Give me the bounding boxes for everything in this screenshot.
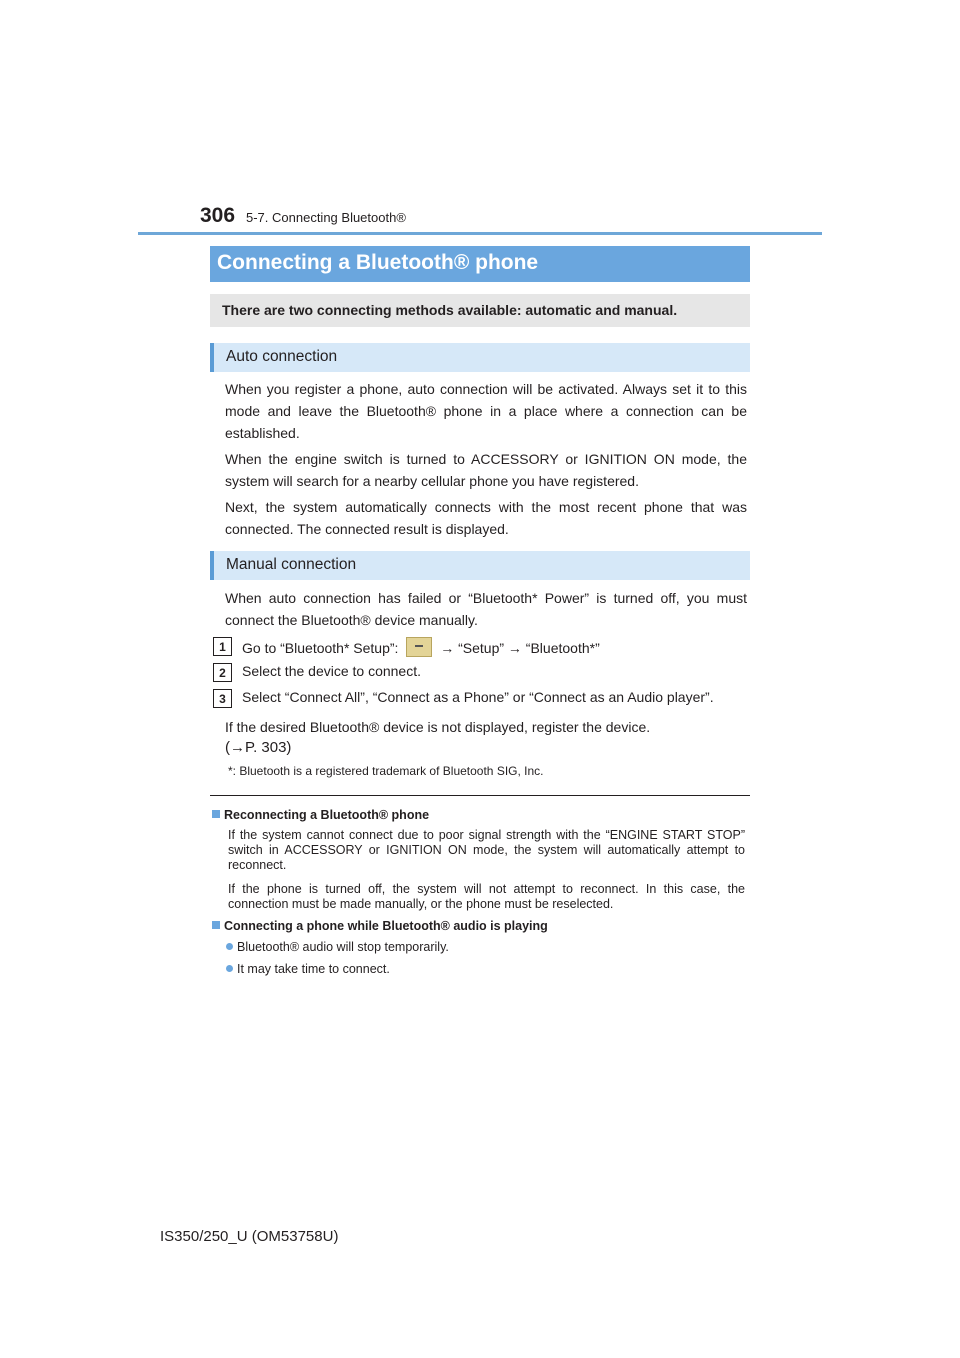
page-number: 306 [200,204,236,227]
reconnect-note-p1: If the system cannot connect due to poor signal strength with the “ENGINE START STOP” switch in ACCESSORY or IGNITION ON mode, the system will automatically attempt to reconnect. [228,828,745,872]
step-3-text: Select “Connect All”, “Connect as a Phone” or “Connect as an Audio player”. [242,689,714,705]
step-1-text-b: → “Setup” → “Bluetooth*” [440,640,600,656]
auto-connection-heading-bar [210,343,750,372]
bullet-2-text: It may take time to connect. [237,962,390,976]
bullet-dot-icon [226,943,233,950]
header-rule [138,232,822,235]
reconnect-heading-text: Reconnecting a Bluetooth® phone [224,808,430,822]
page-reference-link[interactable]: (→P. 303) [225,739,292,756]
step-number-1: 1 [213,637,232,656]
section-reference: 5-7. Connecting Bluetooth® [246,210,406,225]
step-2-text: Select the device to connect. [242,663,421,679]
intro-text: There are two connecting methods available: automatic and manual. [222,302,678,318]
manual-connection-heading-bar [210,551,750,580]
step-1-text-a: Go to “Bluetooth* Setup”: [242,640,399,656]
step-1-text [242,637,600,657]
manual-paragraph-1: When auto connection has failed or “Bluetooth* Power” is turned off, you must connect the Bluetooth® device manually. [225,590,747,628]
step-number-3: 3 [213,689,232,708]
reconnect-note-p2: If the phone is turned off, the system will not attempt to reconnect. In this case, the connection must be made manually, or the phone must be reselected. [228,882,745,911]
bullet-1-text: Bluetooth® audio will stop temporarily. [237,940,449,954]
audio-heading-text: Connecting a phone while Bluetooth® audio is playing [224,919,548,933]
auto-connection-heading: Auto connection [226,348,338,365]
model-code: IS350/250_U (OM53758U) [160,1228,339,1245]
bullet-dot-icon [226,965,233,972]
bullet-item-1 [226,940,449,954]
page-title: Connecting a Bluetooth® phone [217,251,539,274]
auto-paragraph-2: When the engine switch is turned to ACCESSORY or IGNITION ON mode, the system will search for a nearby cellular phone you have registered. [225,451,747,489]
square-bullet-icon [212,810,220,818]
auto-paragraph-3: Next, the system automatically connects with the most recent phone that was connected. The connected result is displayed. [225,499,747,537]
auto-paragraph-1: When you register a phone, auto connection will be activated. Always set it to this mode and leave the Bluetooth® phone in a place where a connection can be established. [225,381,747,441]
step-number-2: 2 [213,663,232,682]
menu-button-icon [406,637,432,657]
manual-after-text: If the desired Bluetooth® device is not displayed, register the device. [225,719,651,735]
notes-divider [210,795,750,796]
footnote: *: Bluetooth is a registered trademark of Bluetooth SIG, Inc. [228,764,544,778]
manual-connection-heading: Manual connection [226,556,357,573]
bullet-item-2 [226,962,390,976]
reconnect-note-heading [212,808,429,822]
square-bullet-icon [212,921,220,929]
audio-note-heading [212,919,548,933]
